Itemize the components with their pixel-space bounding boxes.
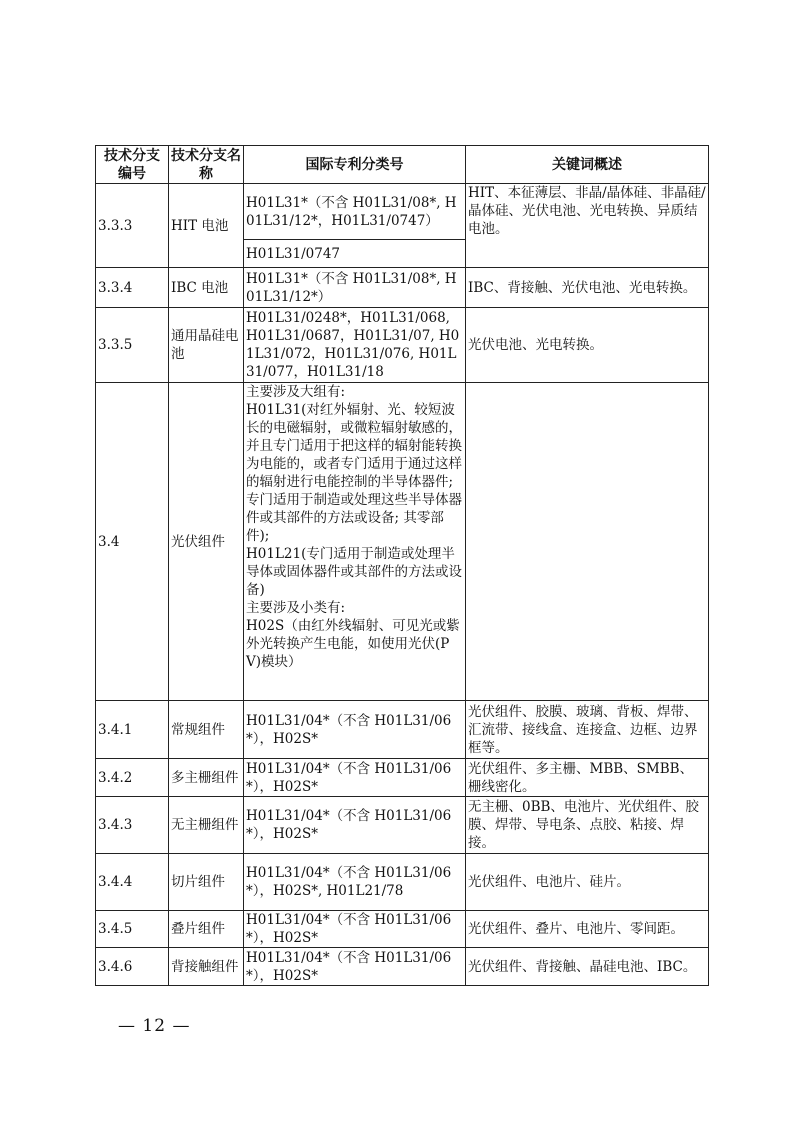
row-code: 3.4.5 [96,911,169,948]
row-keywords: 光伏组件、胶膜、玻璃、背板、焊带、汇流带、接线盒、连接盒、边框、边界框等。 [466,701,709,759]
table-row [96,854,709,911]
row-ipc: H01L31*（不含 H01L31/08*, H01L31/12*，H01L31/0747） [244,184,466,240]
table-row [96,383,709,701]
table-row [96,701,709,759]
header-ipc: 国际专利分类号 [244,146,466,184]
row-code: 3.4 [96,383,169,701]
row-name: IBC 电池 [169,268,244,308]
table-row [96,948,709,986]
row-ipc: H01L31/04*（不含 H01L31/06*），H02S* [244,797,466,854]
header-keywords: 关键词概述 [466,146,709,184]
page-number: — 12 — [118,1016,191,1036]
row-ipc-secondary: H01L31/0747 [244,240,466,268]
table-row [96,268,709,308]
row-ipc: H01L31/04*（不含 H01L31/06*），H02S*, H01L21/78 [244,854,466,911]
row-keywords: 光伏组件、叠片、电池片、零间距。 [466,911,709,948]
row-name: 光伏组件 [169,383,244,701]
row-keywords: 无主栅、0BB、电池片、光伏组件、胶膜、焊带、导电条、点胶、粘接、焊接。 [466,797,709,854]
row-ipc: 主要涉及大组有: H01L31(对红外辐射、光、较短波长的电磁辐射，或微粒辐射敏感的，并且专门适用于把这样的辐射能转换为电能的，或者专门适用于通过这样的辐射进行电能控制的半导体器件; 专门适用于制造或处理这些半导体器件或其部件的方法或设备; 其零部件); H01L21(专门适用于制造或处理半导体或固体器件或其部件的方法或设备) 主要涉及小类有: H02S（由红外线辐射、可见光或紫外光转换产生电能，如使用光伏(PV)模块） [244,383,466,701]
row-code: 3.4.3 [96,797,169,854]
row-name: 叠片组件 [169,911,244,948]
row-code: 3.4.2 [96,759,169,797]
row-keywords: HIT、本征薄层、非晶/晶体硅、非晶硅/晶体硅、光伏电池、光电转换、异质结电池。 [466,184,709,268]
row-code: 3.4.1 [96,701,169,759]
row-name: HIT 电池 [169,184,244,268]
row-ipc: H01L31/0248*，H01L31/068, H01L31/0687，H01L31/07, H01L31/072，H01L31/076, H01L31/077，H01L31/18 [244,308,466,383]
row-code: 3.3.4 [96,268,169,308]
table-row [96,759,709,797]
row-name: 多主栅组件 [169,759,244,797]
patent-classification-table [95,145,709,986]
row-name: 通用晶硅电池 [169,308,244,383]
row-ipc: H01L31/04*（不含 H01L31/06*），H02S* [244,948,466,986]
table-header-row [96,146,709,184]
row-name: 常规组件 [169,701,244,759]
table-row [96,308,709,383]
row-name: 无主栅组件 [169,797,244,854]
row-keywords: 光伏组件、背接触、晶硅电池、IBC。 [466,948,709,986]
row-ipc: H01L31*（不含 H01L31/08*, H01L31/12*） [244,268,466,308]
row-code: 3.3.5 [96,308,169,383]
row-ipc: H01L31/04*（不含 H01L31/06*），H02S* [244,911,466,948]
row-keywords: 光伏电池、光电转换。 [466,308,709,383]
row-name: 切片组件 [169,854,244,911]
row-keywords [466,383,709,701]
row-name: 背接触组件 [169,948,244,986]
row-code: 3.4.6 [96,948,169,986]
row-keywords: 光伏组件、多主栅、MBB、SMBB、栅线密化。 [466,759,709,797]
row-keywords: IBC、背接触、光伏电池、光电转换。 [466,268,709,308]
row-code: 3.3.3 [96,184,169,268]
header-name: 技术分支名称 [169,146,244,184]
header-code: 技术分支编号 [96,146,169,184]
table-row [96,797,709,854]
table-row [96,911,709,948]
row-ipc: H01L31/04*（不含 H01L31/06*），H02S* [244,759,466,797]
row-code: 3.4.4 [96,854,169,911]
table-row [96,184,709,240]
row-keywords: 光伏组件、电池片、硅片。 [466,854,709,911]
row-ipc: H01L31/04*（不含 H01L31/06*），H02S* [244,701,466,759]
